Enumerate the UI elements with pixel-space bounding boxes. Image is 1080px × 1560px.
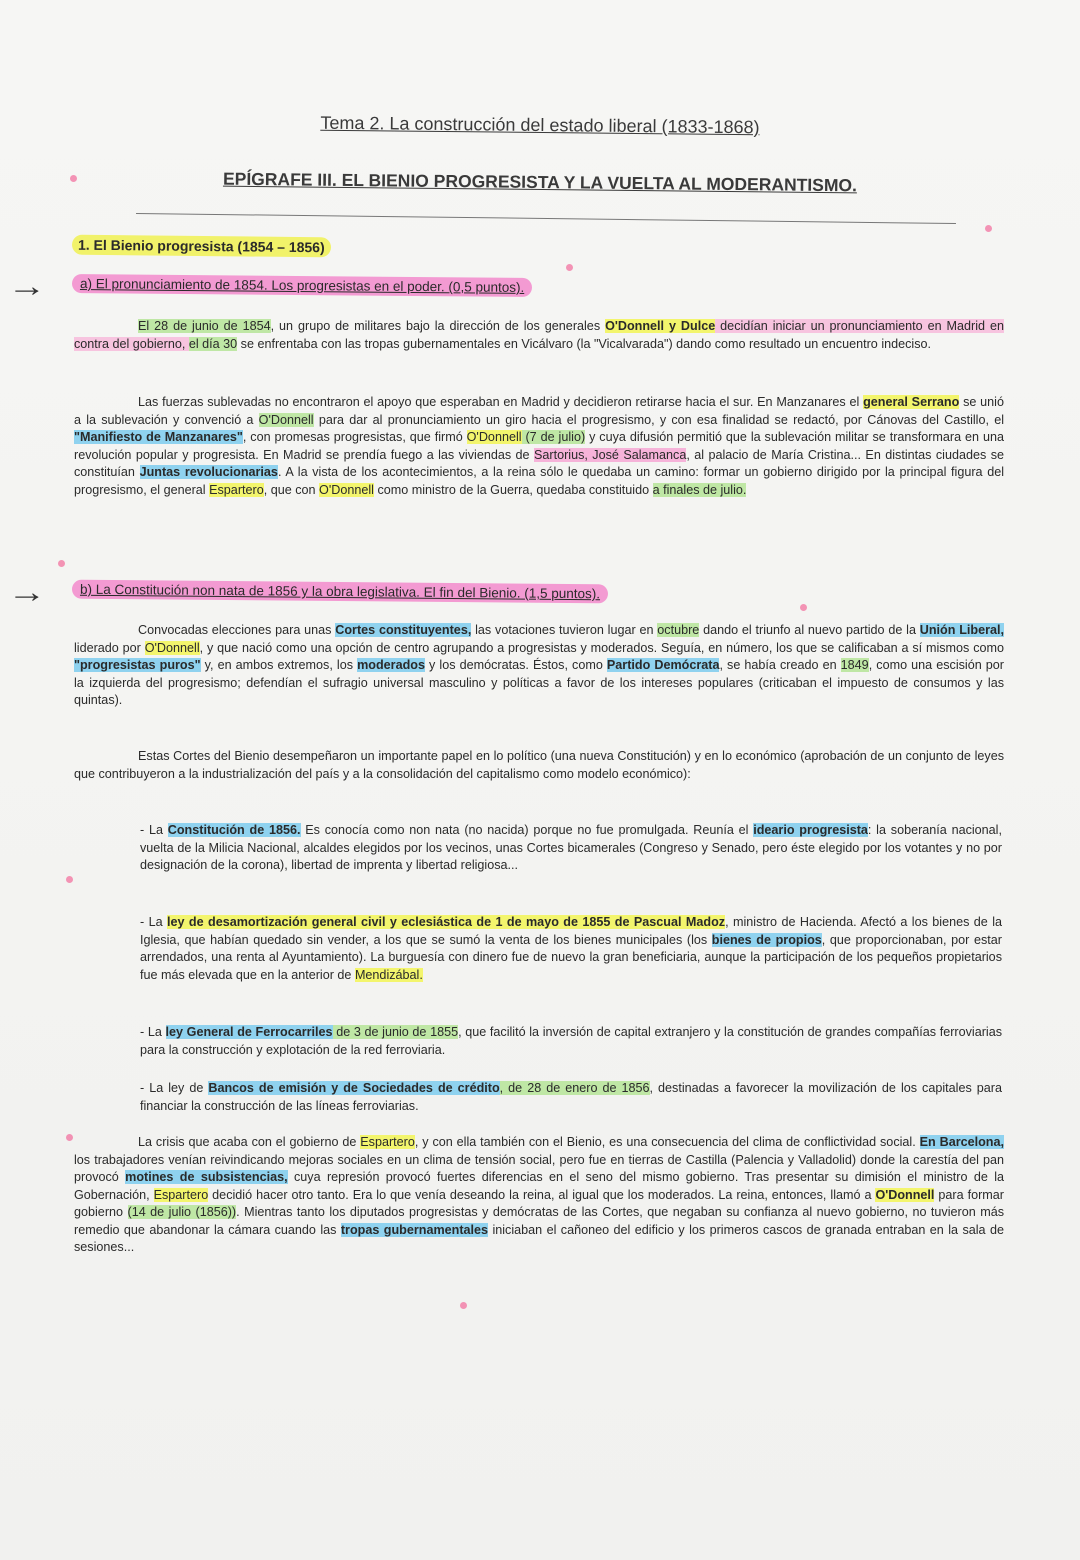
ink-mark: [800, 604, 807, 611]
section-heading-1: 1. El Bienio progresista (1854 – 1856): [72, 235, 331, 258]
page-subtitle: EPÍGRAFE III. EL BIENIO PROGRESISTA Y LA VUELTA AL MODERANTISMO.: [222, 168, 858, 196]
list-item-constitucion: - La Constitución de 1856. Es conocía como non nata (no nacida) porque no fue promulgada. Reunía el ideario progresista: la soberanía nacional, vuelta de la Milicia Nacional, alcaldes elegidos por los vecinos, unas Cortes bicamerales (Congreso y Senado, pero éste elegido por los votantes y no por designación de la corona), libertad de imprenta y libertad religiosa...: [140, 823, 1002, 872]
list-item-ferrocarriles: - La ley General de Ferrocarriles de 3 de junio de 1855, que facilitó la inversión de capital extranjero y la constitución de grandes compañías ferroviarias para la construcción y explotación de la red ferroviaria.: [140, 1025, 1003, 1057]
paragraph-5: La crisis que acaba con el gobierno de Espartero, y con ella también con el Bienio, es una consecuencia del clima de conflictividad social. En Barcelona, los trabajadores venían reivindicando mejoras sociales en un clima de tensión social, pero fue en tierras de Castilla (Palencia y Valladolid) donde la carestía del pan provocó motines de subsistencias, cuya represión provocó fuertes diferencias en el seno del mismo gobierno. Tras presentar su dimisión el ministro de la Gobernación, Espartero decidió hacer otro tanto. Era lo que venía deseando la reina, al igual que los moderados. La reina, entonces, llamó a O'Donnell para formar gobierno (14 de julio (1856)). Mientras tanto los diputados progresistas y demócratas de las Cortes, que negaban su confianza al nuevo gobierno, no tuvieron más remedio que abandonar la cámara cuando las tropas gubernamentales iniciaban el cañoneo del edificio y los primeros cascos de granada entraban en la sala de sesiones...: [74, 1135, 1005, 1254]
section-heading-b: b) La Constitución non nata de 1856 y la obra legislativa. El fin del Bienio. (1,5 puntos).: [72, 580, 608, 604]
section-heading-a: a) El pronunciamiento de 1854. Los progresistas en el poder. (0,5 puntos).: [72, 274, 532, 297]
ink-mark: [70, 175, 77, 182]
ink-mark: [58, 560, 65, 567]
page-title: Tema 2. La construcción del estado liberal (1833-1868): [320, 112, 760, 138]
divider: [136, 213, 956, 224]
arrow-icon: →: [7, 270, 47, 303]
ink-mark: [985, 225, 992, 232]
list-item-desamortizacion: - La ley de desamortización general civil y eclesiástica de 1 de mayo de 1855 de Pascual Madoz, ministro de Hacienda. Afectó a los bienes de la Iglesia, que habían quedado sin vender, a los que se sumó la venta de los bienes municipales (los bienes de propios, que proporcionaban, por estar arrendados, una renta al Ayuntamiento). La burguesía con dinero fue de nuevo la gran beneficiaria, aunque la participación de los pequeños propietarios fue más elevada que en la anterior de Mendizábal.: [140, 915, 1002, 982]
paragraph-4: Estas Cortes del Bienio desempeñaron un importante papel en lo político (una nueva Constitución) y en lo económico (aprobación de un conjunto de leyes que contribuyeron a la industrialización del país y a la consolidación del capitalismo como modelo económico):: [74, 749, 1004, 781]
ink-mark: [460, 1302, 467, 1309]
ink-mark: [566, 264, 573, 271]
paragraph-3: Convocadas elecciones para unas Cortes constituyentes, las votaciones tuvieron lugar en octubre dando el triunfo al nuevo partido de la Unión Liberal, liderado por O'Donnell, y que nació como una opción de centro agrupando a progresistas y moderados. Seguía, en número, los que se calificaban a sí mismos como "progresistas puros" y, en ambos extremos, los moderados y los demócratas. Éstos, como Partido Demócrata, se había creado en 1849, como una escisión por la izquierda del progresismo; defendían el sufragio universal masculino y políticas a favor de los intereses populares (criticaban el impuesto de consumos y las quintas).: [74, 623, 1005, 707]
paragraph-1: El 28 de junio de 1854, un grupo de militares bajo la dirección de los generales O'Donnell y Dulce decidían iniciar un pronunciamiento en Madrid en contra del gobierno, el día 30 se enfrentaba con las tropas gubernamentales en Vicálvaro (la "Vicalvarada") dando como resultado un encuentro indeciso.: [74, 319, 1005, 351]
paragraph-2: Las fuerzas sublevadas no encontraron el apoyo que esperaban en Madrid y decidieron retirarse hacia el sur. En Manzanares el general Serrano se unió a la sublevación y convenció a O'Donnell para dar al pronunciamiento un giro hacia el progresismo, y con esa finalidad se redactó, por Cánovas del Castillo, el "Manifiesto de Manzanares", con promesas progresistas, que firmó O'Donnell (7 de julio) y cuya difusión permitió que la sublevación militar se transformara en una revolución popular y progresista. En Madrid se prendía fuego a las viviendas de Sartorius, José Salamanca, al palacio de María Cristina... En distintas ciudades se constituían Juntas revolucionarias. A la vista de los acontecimientos, a la reina sólo le quedaba un camino: formar un gobierno dirigido por la principal figura del progresismo, el general Espartero, que con O'Donnell como ministro de la Guerra, quedaba constituido a finales de julio.: [74, 395, 1005, 497]
ink-mark: [66, 1134, 73, 1141]
arrow-icon: →: [7, 576, 47, 609]
list-item-bancos: - La ley de Bancos de emisión y de Sociedades de crédito, de 28 de enero de 1856, destinadas a favorecer la movilización de los capitales para financiar la construcción de las líneas ferroviarias.: [140, 1081, 1002, 1113]
ink-mark: [66, 876, 73, 883]
